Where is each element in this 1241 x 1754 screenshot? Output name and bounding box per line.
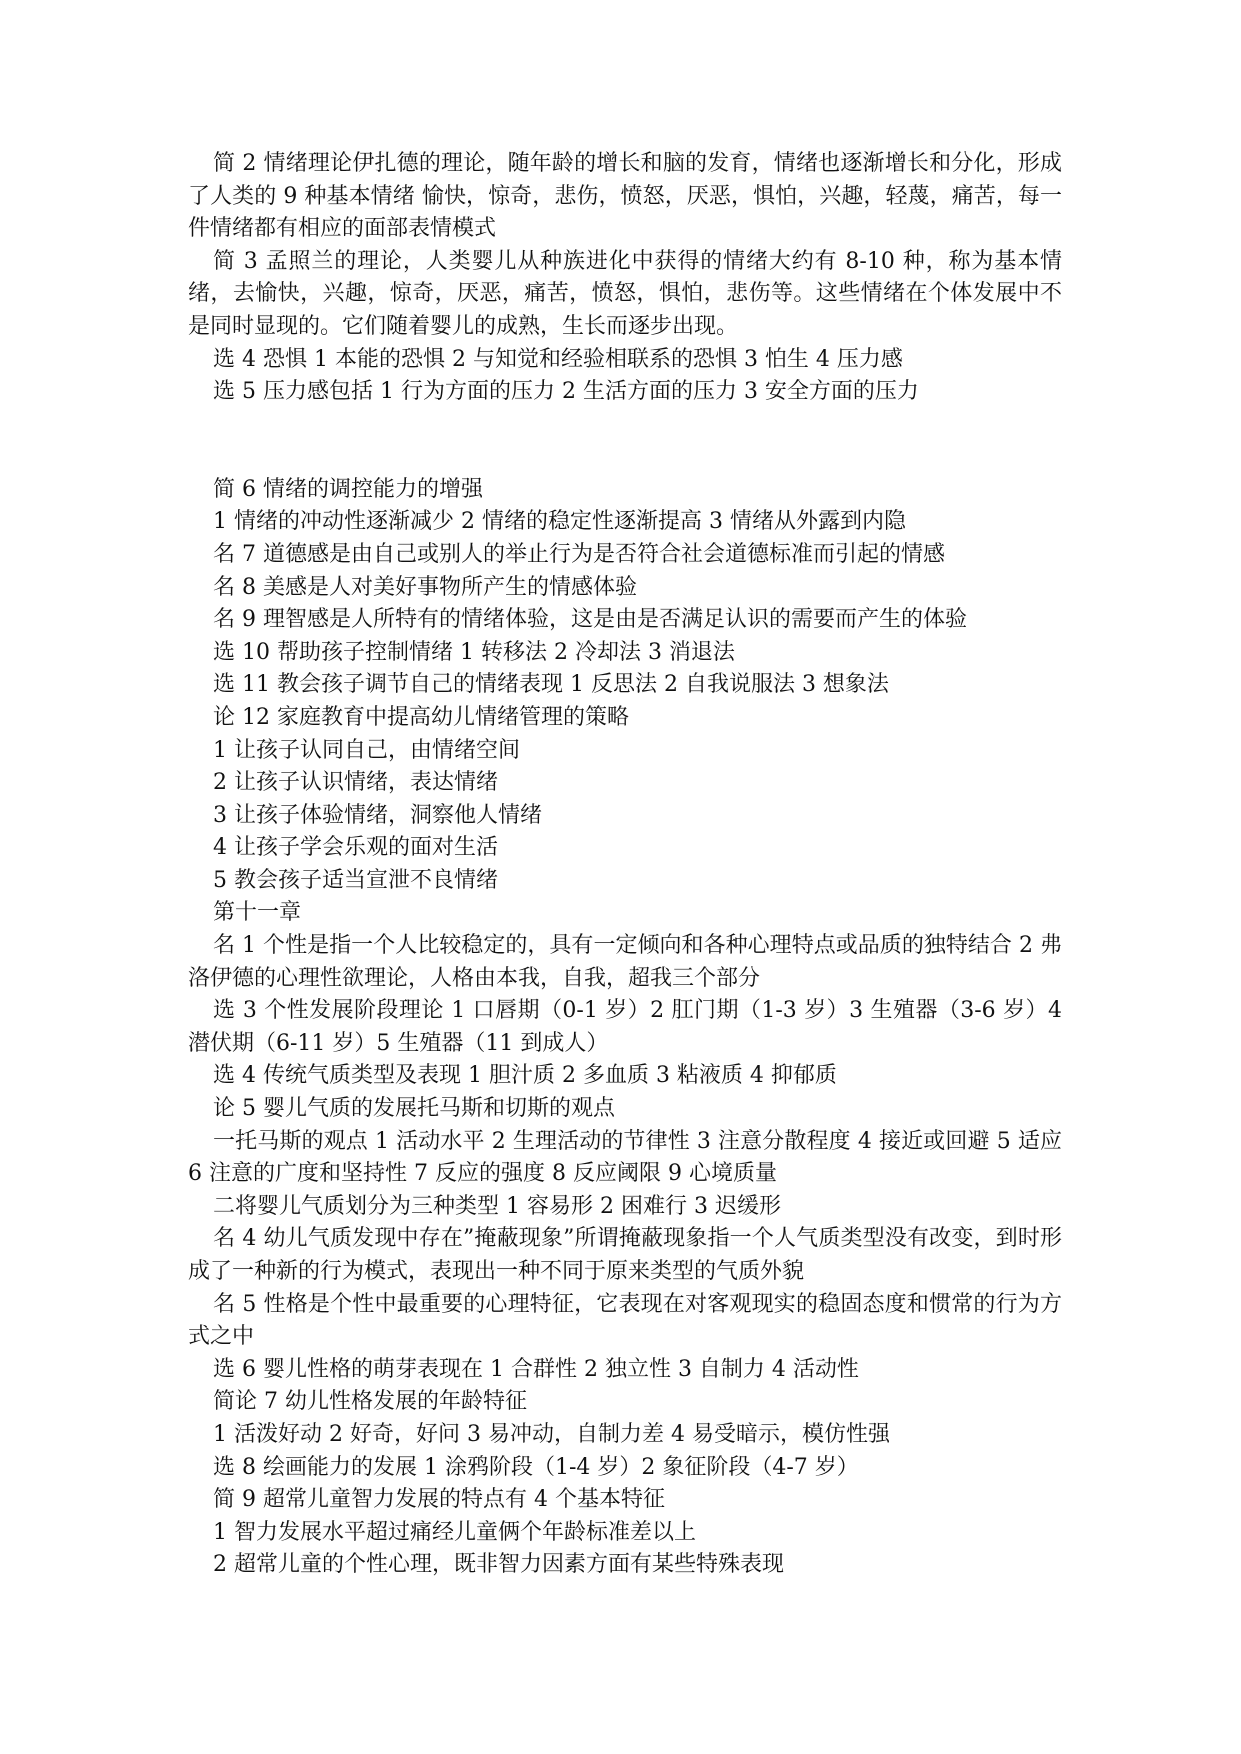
blank-gap: [188, 409, 1062, 474]
paragraph-34: 2 超常儿童的个性心理，既非智力因素方面有某些特殊表现: [213, 1552, 784, 1578]
paragraph-9: 名 8 美感是人对美好事物所产生的情感体验: [213, 574, 637, 600]
paragraph-3: 选 4 恐惧 1 本能的恐惧 2 与知觉和经验相联系的恐惧 3 怕生 4 压力感: [213, 346, 903, 372]
paragraph-26: 名 4 幼儿气质发现中存在”掩蔽现象”所谓掩蔽现象指一个人气质类型没有改变，到时形成了一种新的行为模式，表现出一种不同于原来类型的气质外貌: [188, 1226, 1062, 1284]
paragraph-6: 简 6 情绪的调控能力的增强: [213, 476, 483, 502]
paragraph-13: 论 12 家庭教育中提高幼儿情绪管理的策略: [213, 704, 629, 730]
paragraph-27: 名 5 性格是个性中最重要的心理特征，它表现在对客观现实的稳固态度和惯常的行为方式之中: [188, 1291, 1062, 1350]
paragraph-1: 简 2 情绪理论伊扎德的理论，随年龄的增长和脑的发育，情绪也逐渐增长和分化，形成了人类的 9 种基本情绪 愉快，惊奇，悲伤，愤怒，厌恶，惧怕，兴趣，轻蔑，痛苦，每一件情绪都有相应的面部表情模式: [188, 151, 1062, 242]
paragraph-29: 简论 7 幼儿性格发展的年龄特征: [213, 1389, 527, 1415]
paragraph-30: 1 活泼好动 2 好奇，好问 3 易冲动，自制力差 4 易受暗示，模仿性强: [213, 1421, 890, 1447]
chapter-heading: 第十一章: [213, 900, 302, 926]
paragraph-16: 3 让孩子体验情绪，洞察他人情绪: [213, 802, 542, 828]
paragraph-4: 选 5 压力感包括 1 行为方面的压力 2 生活方面的压力 3 安全方面的压力: [213, 379, 919, 405]
paragraph-23: 论 5 婴儿气质的发展托马斯和切斯的观点: [213, 1096, 615, 1122]
paragraph-21: 选 3 个性发展阶段理论 1 口唇期（0-1 岁）2 肛门期（1-3 岁）3 生殖器（3-6 岁）4 潜伏期（6-11 岁）5 生殖器（11 到成人）: [188, 998, 1062, 1056]
paragraph-28: 选 6 婴儿性格的萌芽表现在 1 合群性 2 独立性 3 自制力 4 活动性: [213, 1356, 859, 1382]
document-body: [188, 148, 1062, 1582]
paragraph-33: 1 智力发展水平超过痛经儿童俩个年龄标准差以上: [213, 1519, 696, 1545]
paragraph-10: 名 9 理智感是人所特有的情绪体验，这是由是否满足认识的需要而产生的体验: [213, 607, 967, 633]
paragraph-31: 选 8 绘画能力的发展 1 涂鸦阶段（1-4 岁）2 象征阶段（4-7 岁）: [213, 1454, 859, 1480]
paragraph-32: 简 9 超常儿童智力发展的特点有 4 个基本特征: [213, 1487, 665, 1513]
paragraph-22: 选 4 传统气质类型及表现 1 胆汁质 2 多血质 3 粘液质 4 抑郁质: [213, 1063, 837, 1089]
paragraph-24: 一托马斯的观点 1 活动水平 2 生理活动的节律性 3 注意分散程度 4 接近或回避 5 适应 6 注意的广度和坚持性 7 反应的强度 8 反应阈限 9 心境质量: [188, 1128, 1062, 1187]
paragraph-25: 二将婴儿气质划分为三种类型 1 容易形 2 困难行 3 迟缓形: [213, 1193, 781, 1219]
paragraph-15: 2 让孩子认识情绪，表达情绪: [213, 770, 498, 796]
paragraph-11: 选 10 帮助孩子控制情绪 1 转移法 2 冷却法 3 消退法: [213, 639, 735, 665]
paragraph-2: 简 3 孟照兰的理论，人类婴儿从种族进化中获得的情绪大约有 8-10 种，称为基本情绪，去愉快，兴趣，惊奇，厌恶，痛苦，愤怒，惧怕，悲伤等。这些情绪在个体发展中不是同时显现的。它们随着婴儿的成熟，生长而逐步出现。: [188, 248, 1062, 339]
paragraph-12: 选 11 教会孩子调节自己的情绪表现 1 反思法 2 自我说服法 3 想象法: [213, 672, 889, 698]
paragraph-17: 4 让孩子学会乐观的面对生活: [213, 835, 498, 861]
paragraph-8: 名 7 道德感是由自己或别人的举止行为是否符合社会道德标准而引起的情感: [213, 541, 945, 567]
paragraph-20: 名 1 个性是指一个人比较稳定的，具有一定倾向和各种心理特点或品质的独特结合 2 弗洛伊德的心理性欲理论，人格由本我，自我，超我三个部分: [188, 933, 1062, 991]
paragraph-7: 1 情绪的冲动性逐渐减少 2 情绪的稳定性逐渐提高 3 情绪从外露到内隐: [213, 509, 906, 535]
paragraph-14: 1 让孩子认同自己，由情绪空间: [213, 737, 520, 763]
paragraph-18: 5 教会孩子适当宣泄不良情绪: [213, 867, 498, 893]
